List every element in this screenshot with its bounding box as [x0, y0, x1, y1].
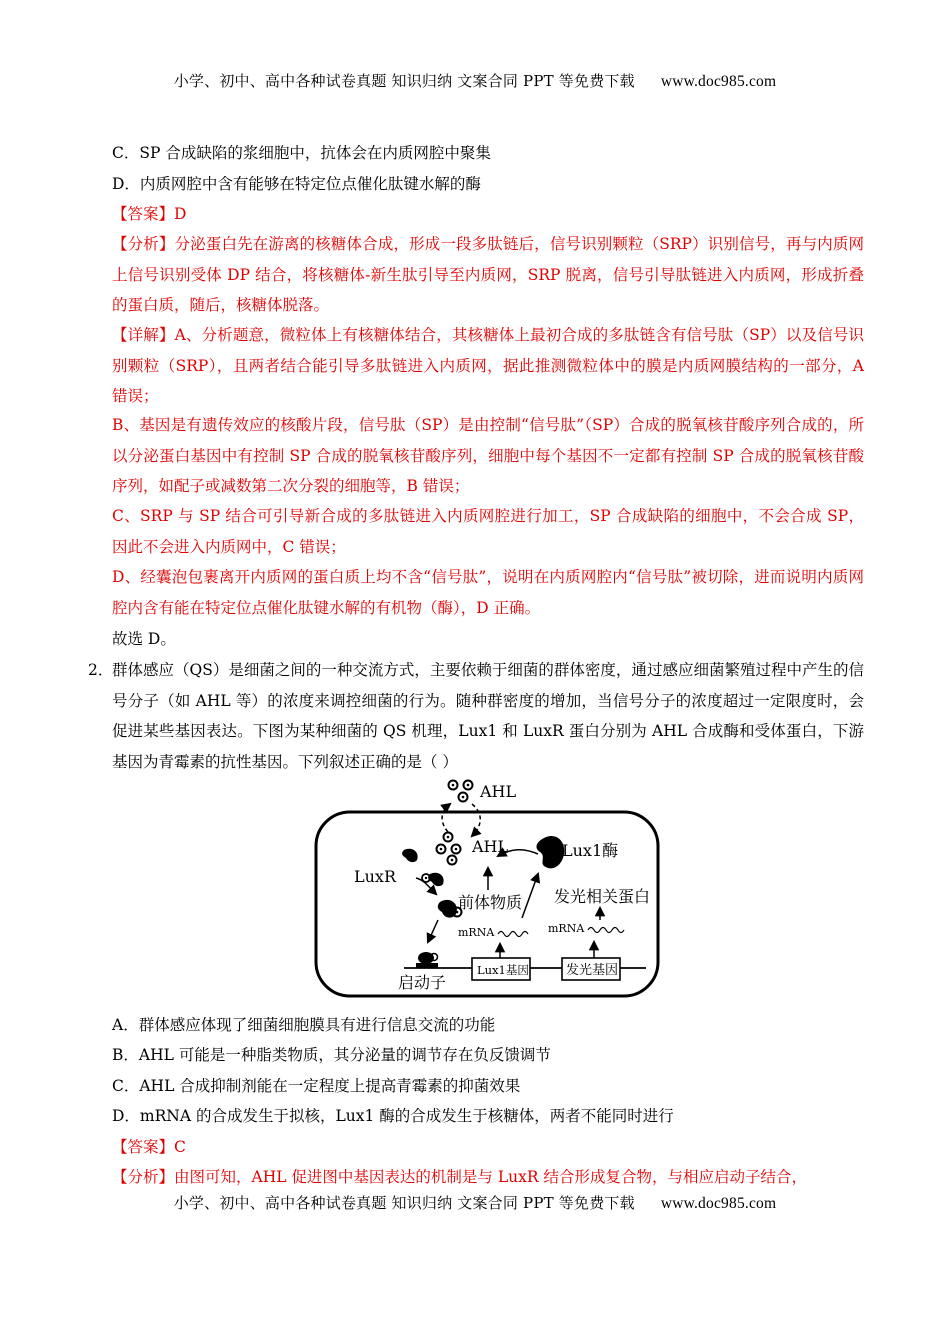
mrna-to-lux1-arrow: [522, 874, 538, 918]
mrna-1-label: mRNA: [458, 926, 495, 939]
promoter-complex-icon: [416, 952, 438, 968]
page-header: [0, 70, 950, 91]
precursor-label: 前体物质: [458, 893, 523, 912]
q2-option-a: A．群体感应体现了细菌细胞膜具有进行信息交流的功能: [112, 1016, 496, 1034]
q1-conclusion: 故选 D。: [112, 630, 176, 648]
q2-option-d: D．mRNA 的合成发生于拟核，Lux1 酶的合成发生于核糖体，两者不能同时进行: [112, 1107, 674, 1125]
mrna-2-label: mRNA: [548, 922, 585, 935]
lux1-enzyme-icon: [537, 836, 565, 868]
q1-analysis: 【分析】分泌蛋白先在游离的核糖体合成，形成一段多肽链后，信号识别颗粒（SRP）识别信号，再与内质网上信号识别受体 DP 结合，将核糖体-新生肽引导至内质网，SRP 脱离，信号引导肽链进入内质网，形成折叠的蛋白质，随后，核糖体脱落。: [112, 235, 864, 314]
qs-mechanism-figure: [300, 770, 670, 1000]
promoter-label: 启动子: [398, 973, 447, 992]
q2-analysis: 【分析】由图可知，AHL 促进图中基因表达的机制是与 LuxR 结合形成复合物，与相应启动子结合，: [112, 1168, 807, 1186]
ahl-inside-label: AHL: [472, 837, 509, 856]
light-gene-label: 发光基因: [566, 963, 619, 978]
footer-url[interactable]: www.doc985.com: [660, 1195, 777, 1212]
ahl-exit-arrow: [442, 804, 450, 832]
light-protein-label: 发光相关蛋白: [554, 887, 651, 906]
mrna-2-wave: [588, 928, 624, 933]
q1-detail-d: D、经囊泡包裹离开内质网的蛋白质上均不含“信号肽”，说明在内质网腔内“信号肽”被切除，进而说明内质网腔内含有能在特定位点催化肽键水解的有机物（酶），D 正确。: [112, 568, 864, 617]
complex-to-promoter-arrow: [428, 920, 438, 942]
q2-number: 2．: [88, 661, 114, 679]
lux1-gene-label: Lux1基因: [477, 963, 529, 977]
page-footer: [0, 1192, 950, 1213]
ahl-enter-arrow: [472, 804, 480, 836]
q1-answer: 【答案】D: [112, 205, 187, 223]
ahl-outside-label: AHL: [480, 782, 517, 801]
luxr-label: LuxR: [354, 867, 396, 886]
header-url[interactable]: www.doc985.com: [660, 73, 777, 90]
ahl-molecule-icon: [437, 833, 461, 865]
luxr-icon: [402, 849, 418, 862]
q1-option-c: C．SP 合成缺陷的浆细胞中，抗体会在内质网腔中聚集: [112, 144, 491, 162]
q1-detail-c: C、SRP 与 SP 结合可引导新合成的多肽链进入内质网腔进行加工，SP 合成缺陷的细胞中，不会合成 SP，因此不会进入内质网中，C 错误；: [112, 507, 864, 556]
mrna-1-wave: [498, 932, 528, 937]
q2-answer: 【答案】C: [112, 1138, 186, 1156]
footer-text: 小学、初中、高中各种试卷真题 知识归纳 文案合同 PPT 等免费下载: [173, 1194, 635, 1212]
q1-detail-a: 【详解】A、分析题意，微粒体上有核糖体结合，其核糖体上最初合成的多肽链含有信号肽（SP）以及信号识别颗粒（SRP），且两者结合能引导多肽链进入内质网，据此推测微粒体中的膜是内质网膜结构的一部分，A 错误；: [112, 326, 864, 405]
q2-stem: 群体感应（QS）是细菌之间的一种交流方式，主要依赖于细菌的群体密度，通过感应细菌繁殖过程中产生的信号分子（如 AHL 等）的浓度来调控细菌的行为。随种群密度的增加，当信号分子的浓度超过一定限度时，会促进某些基因表达。下图为某种细菌的 QS 机理，Lux1 和 LuxR 蛋白分别为 AHL 合成酶和受体蛋白，下游基因为青霉素的抗性基因。下列叙述正确的是（ ）: [112, 661, 864, 771]
q2-option-c: C．AHL 合成抑制剂能在一定程度上提高青霉素的抑菌效果: [112, 1077, 521, 1095]
ahl-molecule-icon: [449, 781, 473, 802]
q1-detail-b: B、基因是有遗传效应的核酸片段，信号肽（SP）是由控制“信号肽”（SP）合成的脱氧核苷酸序列合成的，所以分泌蛋白基因中有控制 SP 合成的脱氧核苷酸序列，细胞中每个基因不一定都有控制 SP 合成的脱氧核苷酸序列，如配子或减数第二次分裂的细胞等，B 错误；: [112, 416, 864, 495]
q1-option-d: D．内质网腔中含有能够在特定位点催化肽键水解的酶: [112, 175, 481, 193]
q2-option-b: B．AHL 可能是一种脂类物质，其分泌量的调节存在负反馈调节: [112, 1046, 551, 1064]
header-text: 小学、初中、高中各种试卷真题 知识归纳 文案合同 PPT 等免费下载: [173, 72, 635, 90]
lux1-enzyme-label: Lux1酶: [562, 841, 619, 860]
